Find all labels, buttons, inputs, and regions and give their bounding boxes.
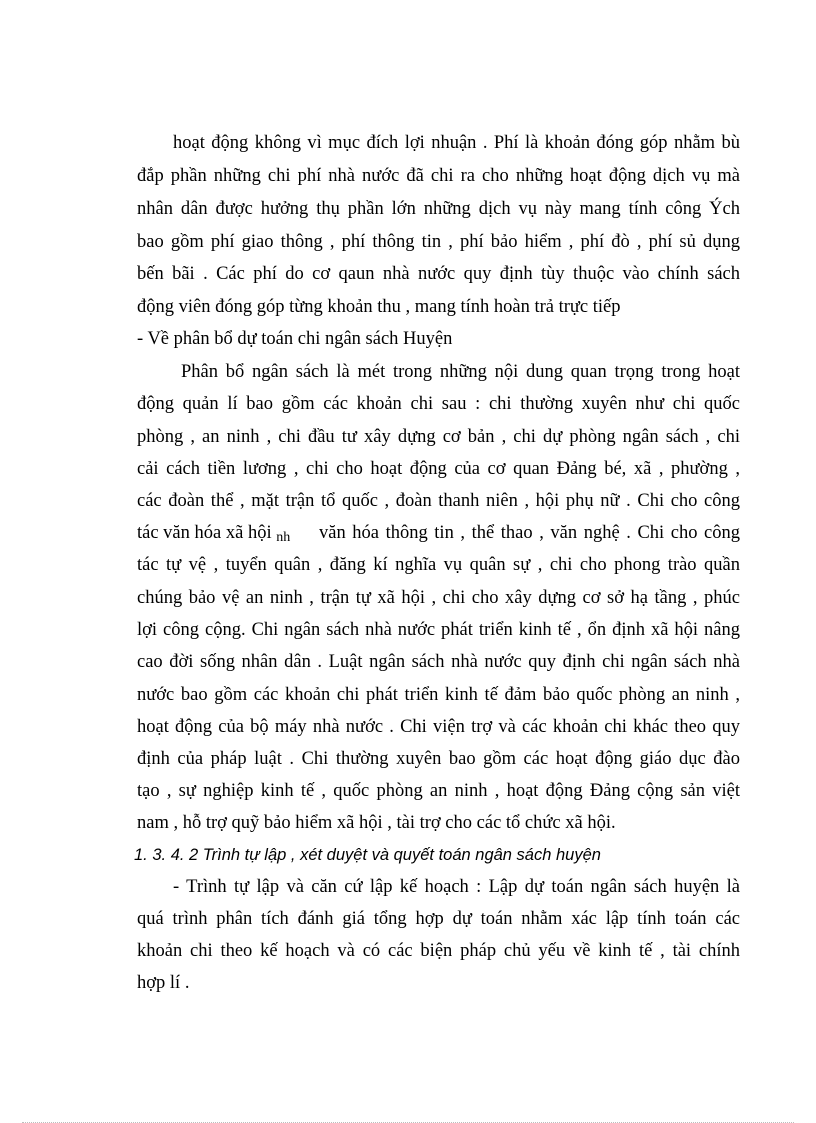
paragraph-line: quá trình phân tích đánh giá tổng hợp dự toán nhằm xác lập tính toán các bbox=[137, 909, 740, 929]
paragraph-line: lợi công cộng. Chi ngân sách nhà nước phát triển kinh tế , ổn định xã hội nâng bbox=[137, 620, 740, 640]
section-bullet: - Về phân bổ dự toán chi ngân sách Huyện bbox=[137, 329, 453, 349]
paragraph-line: Phân bổ ngân sách là mét trong những nội dung quan trọng trong hoạt bbox=[181, 362, 740, 382]
line-fragment: tác văn hóa xã hội bbox=[137, 523, 272, 543]
paragraph-line: nam , hỗ trợ quỹ bảo hiểm xã hội , tài trợ cho các tổ chức xã hội. bbox=[137, 813, 616, 833]
paragraph-line: tạo , sự nghiệp kinh tế , quốc phòng an ninh , hoạt động Đảng cộng sản việt bbox=[137, 781, 740, 801]
paragraph-line: hoạt động của bộ máy nhà nước . Chi viện trợ và các khoản chi khác theo quy bbox=[137, 717, 740, 737]
inline-fragment: nh bbox=[276, 530, 291, 545]
paragraph-line: tác tự vệ , tuyển quân , đăng kí nghĩa vụ quân sự , chi cho phong trào quần bbox=[137, 555, 740, 575]
paragraph-line: bến bãi . Các phí do cơ qaun nhà nước quy định tùy thuộc vào chính sách bbox=[137, 264, 740, 284]
paragraph-line: hoạt động không vì mục đích lợi nhuận . Phí là khoản đóng góp nhằm bù bbox=[173, 133, 740, 153]
paragraph-line-tail: văn hóa thông tin , thể thao , văn nghệ . Chi cho công bbox=[319, 523, 740, 543]
paragraph-line: nhân dân được hưởng thụ phần lớn những dịch vụ này mang tính công Ých bbox=[137, 199, 740, 219]
paragraph-line: bao gồm phí giao thông , phí thông tin , phí bảo hiểm , phí đò , phí sủ dụng bbox=[137, 232, 740, 252]
paragraph-line: cao đời sống nhân dân . Luật ngân sách nhà nước quy định chi ngân sách nhà bbox=[137, 652, 740, 672]
paragraph-line: động viên đóng góp từng khoản thu , mang tính hoàn trả trực tiếp bbox=[137, 297, 621, 317]
paragraph-line: đắp phần những chi phí nhà nước đã chi ra cho những hoạt động dịch vụ mà bbox=[137, 166, 740, 186]
section-heading: 1. 3. 4. 2 Trình tự lập , xét duyệt và quyết toán ngân sách huyện bbox=[134, 846, 601, 864]
paragraph-line: - Trình tự lập và căn cứ lập kế hoạch : Lập dự toán ngân sách huyện là bbox=[173, 877, 740, 897]
paragraph-line: cải cách tiền lương , chi cho hoạt động của cơ quan Đảng bé, xã , phường , bbox=[137, 459, 740, 479]
paragraph-line: hợp lí . bbox=[137, 973, 190, 993]
paragraph-line: động quản lí bao gồm các khoản chi sau : chi thường xuyên như chi quốc bbox=[137, 394, 740, 414]
paragraph-line: chúng bảo vệ an ninh , trận tự xã hội , chi cho xây dựng cơ sở hạ tầng , phúc bbox=[137, 588, 740, 608]
paragraph-line: định của pháp luật . Chi thường xuyên bao gồm các hoạt động giáo dục đào bbox=[137, 749, 740, 769]
paragraph-line: phòng , an ninh , chi đầu tư xây dựng cơ bản , chi dự phòng ngân sách , chi bbox=[137, 427, 740, 447]
paragraph-line: nước bao gồm các khoản chi phát triển kinh tế đảm bảo quốc phòng an ninh , bbox=[137, 685, 740, 705]
paragraph-line: khoản chi theo kế hoạch và có các biện pháp chủ yếu về kinh tế , tài chính bbox=[137, 941, 740, 961]
paragraph-line: các đoàn thể , mặt trận tổ quốc , đoàn thanh niên , hội phụ nữ . Chi cho công bbox=[137, 491, 740, 511]
